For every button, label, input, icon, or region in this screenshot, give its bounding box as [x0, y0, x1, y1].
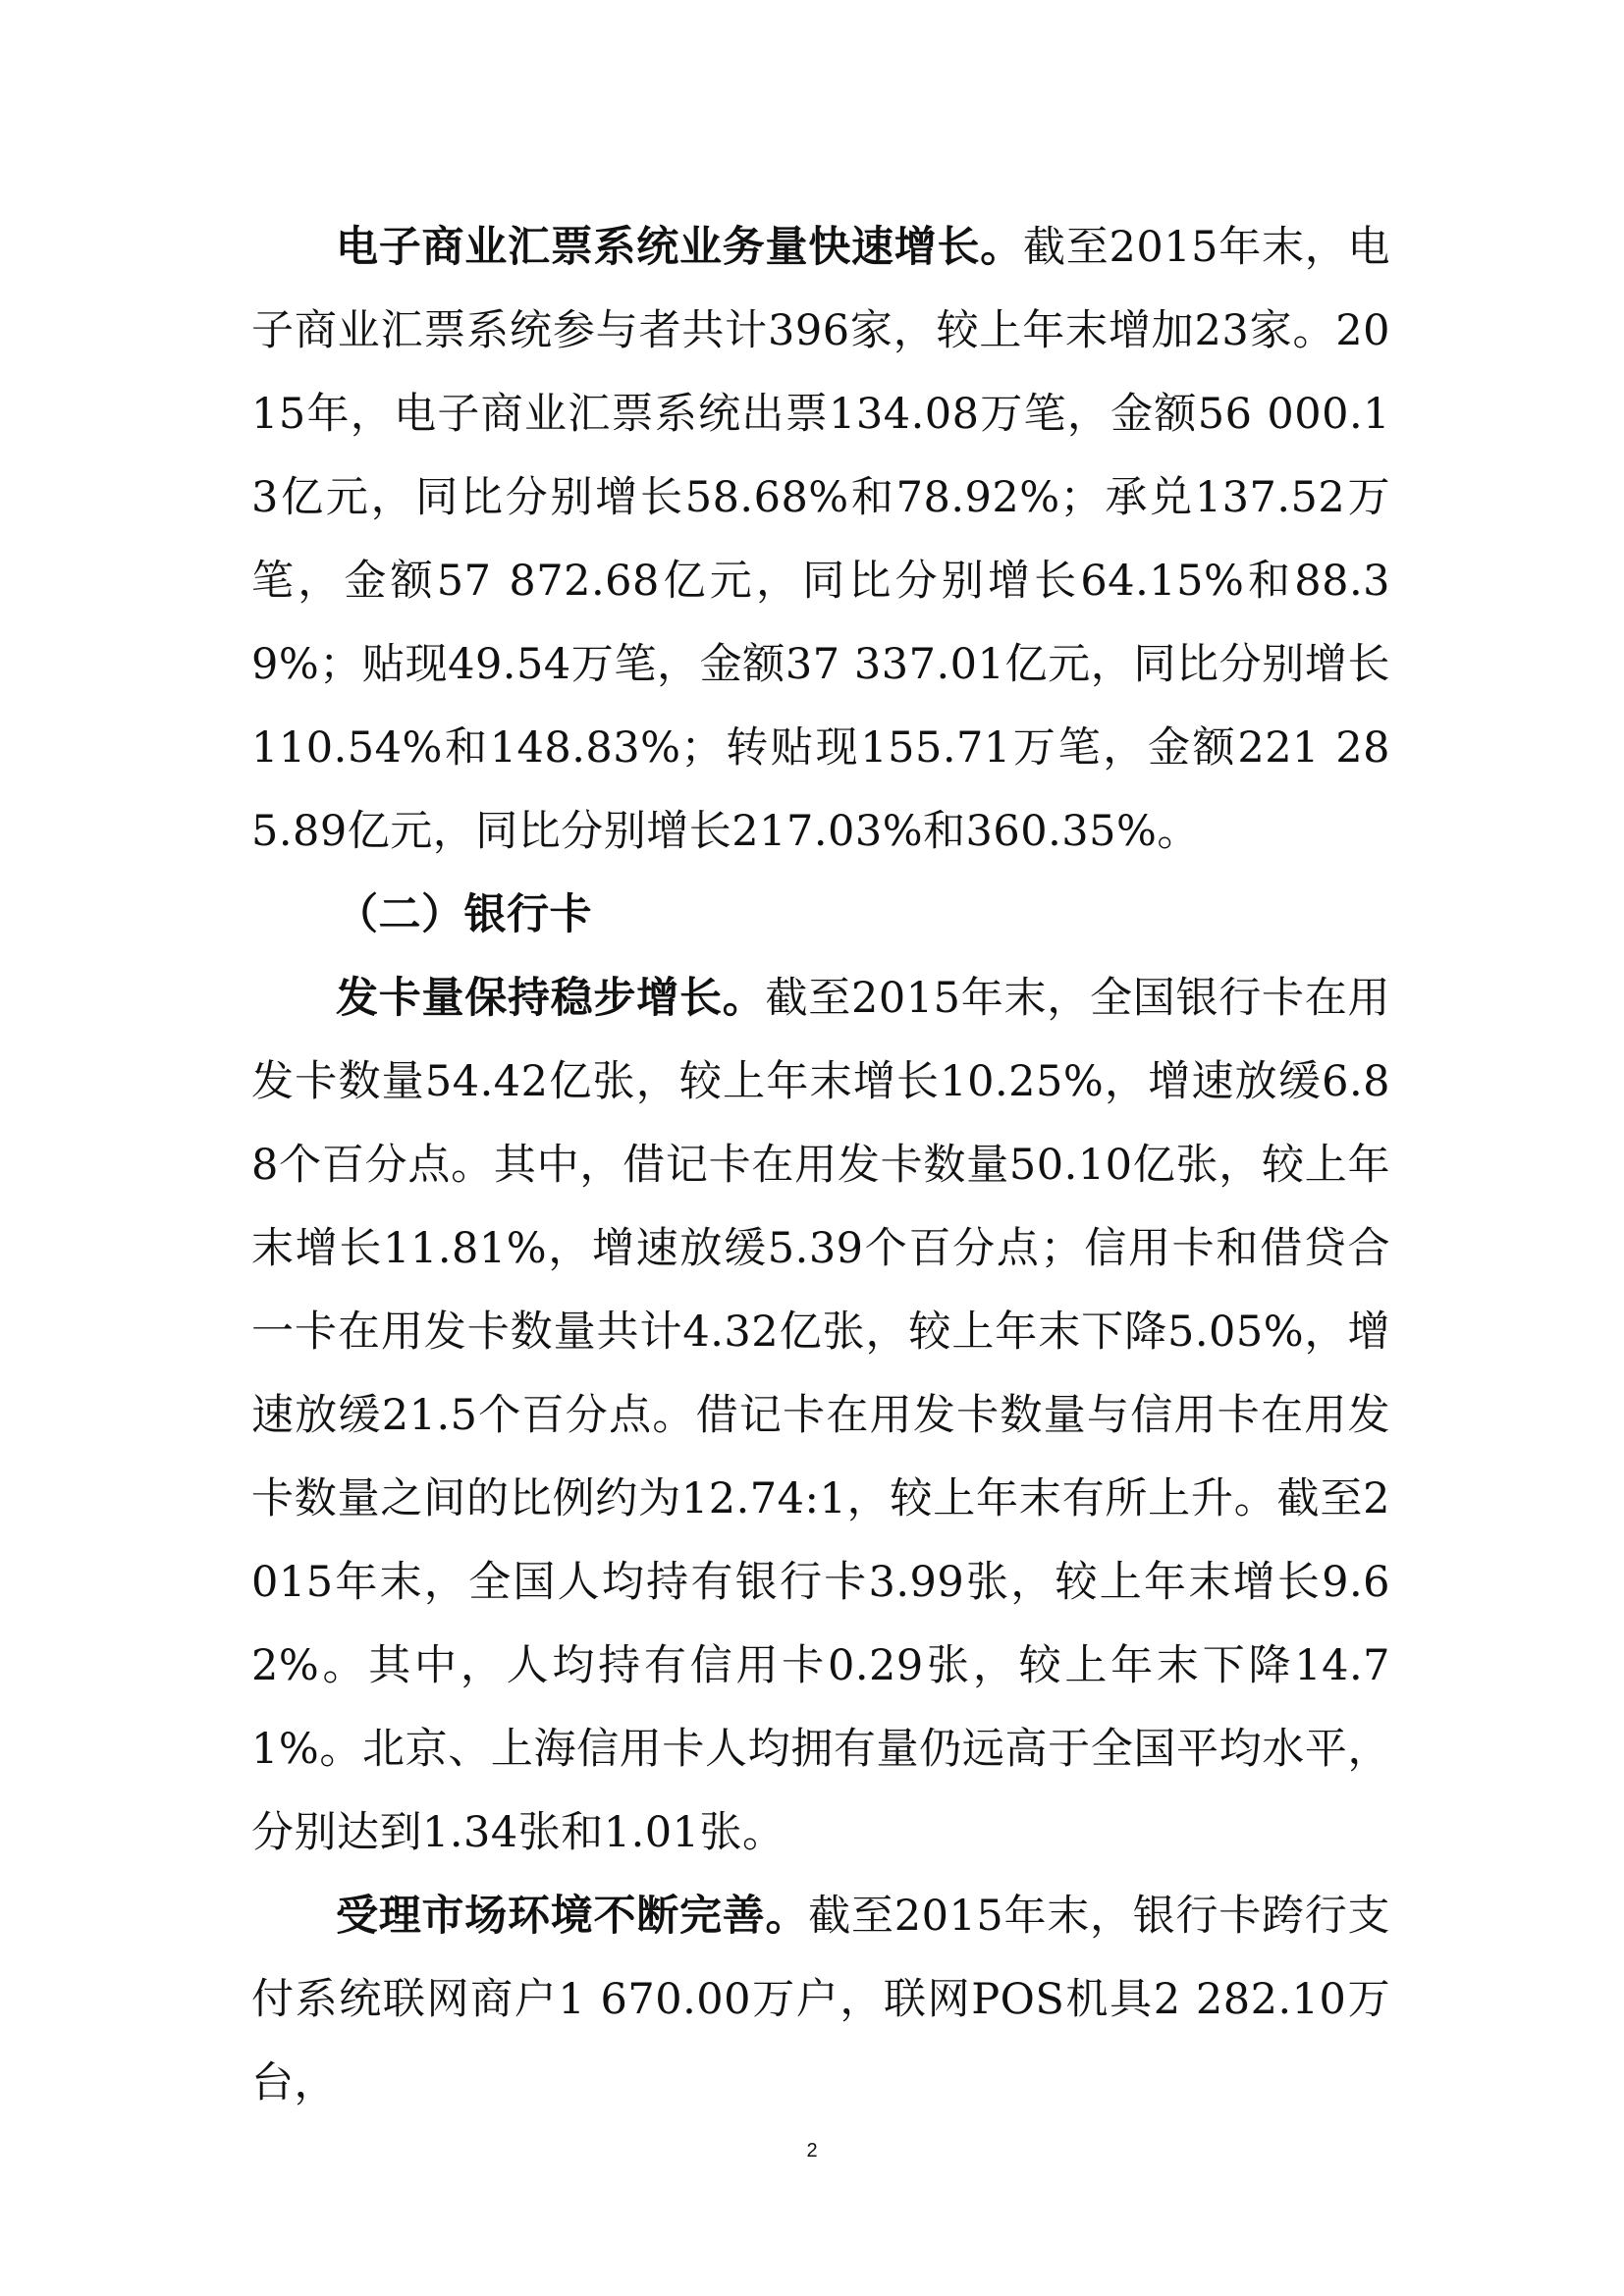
paragraph-card-issuance: [251, 957, 1390, 1875]
paragraph-electronic-bills: [251, 206, 1390, 874]
page-number: 2: [806, 2140, 818, 2162]
section-heading-bank-cards: （二）银行卡: [336, 890, 592, 939]
page-body: [251, 206, 1390, 2125]
paragraph-lead: 受理市场环境不断完善。: [336, 1892, 809, 1941]
paragraph-lead: 发卡量保持稳步增长。: [336, 974, 766, 1023]
paragraph-text: 截至2015年末，银行卡跨行支付系统联网商户1 670.00万户，联网POS机具2 282.10万台，: [251, 1892, 1390, 2108]
paragraph-acceptance-market: [251, 1875, 1390, 2125]
paragraph-lead: 电子商业汇票系统业务量快速增长。: [336, 223, 1024, 272]
paragraph-text: 截至2015年末，电子商业汇票系统参与者共计396家，较上年末增加23家。2015年，电子商业汇票系统出票134.08万笔，金额56 000.13亿元，同比分别增长58.68%和78.92%；承兑137.52万笔，金额57 872.68亿元，同比分别增长64.15%和88.39%；贴现49.54万笔，金额37 337.01亿元，同比分别增长110.54%和148.83%；转贴现155.71万笔，金额221 285.89亿元，同比分别增长217.03%和360.35%。: [251, 223, 1390, 856]
paragraph-text: 截至2015年末，全国银行卡在用发卡数量54.42亿张，较上年末增长10.25%，增速放缓6.88个百分点。其中，借记卡在用发卡数量50.10亿张，较上年末增长11.81%，增速放缓5.39个百分点；信用卡和借贷合一卡在用发卡数量共计4.32亿张，较上年末下降5.05%，增速放缓21.5个百分点。借记卡在用发卡数量与信用卡在用发卡数量之间的比例约为12.74:1，较上年末有所上升。截至2015年末，全国人均持有银行卡3.99张，较上年末增长9.62%。其中，人均持有信用卡0.29张，较上年末下降14.71%。北京、上海信用卡人均拥有量仍远高于全国平均水平，分别达到1.34张和1.01张。: [251, 974, 1390, 1857]
